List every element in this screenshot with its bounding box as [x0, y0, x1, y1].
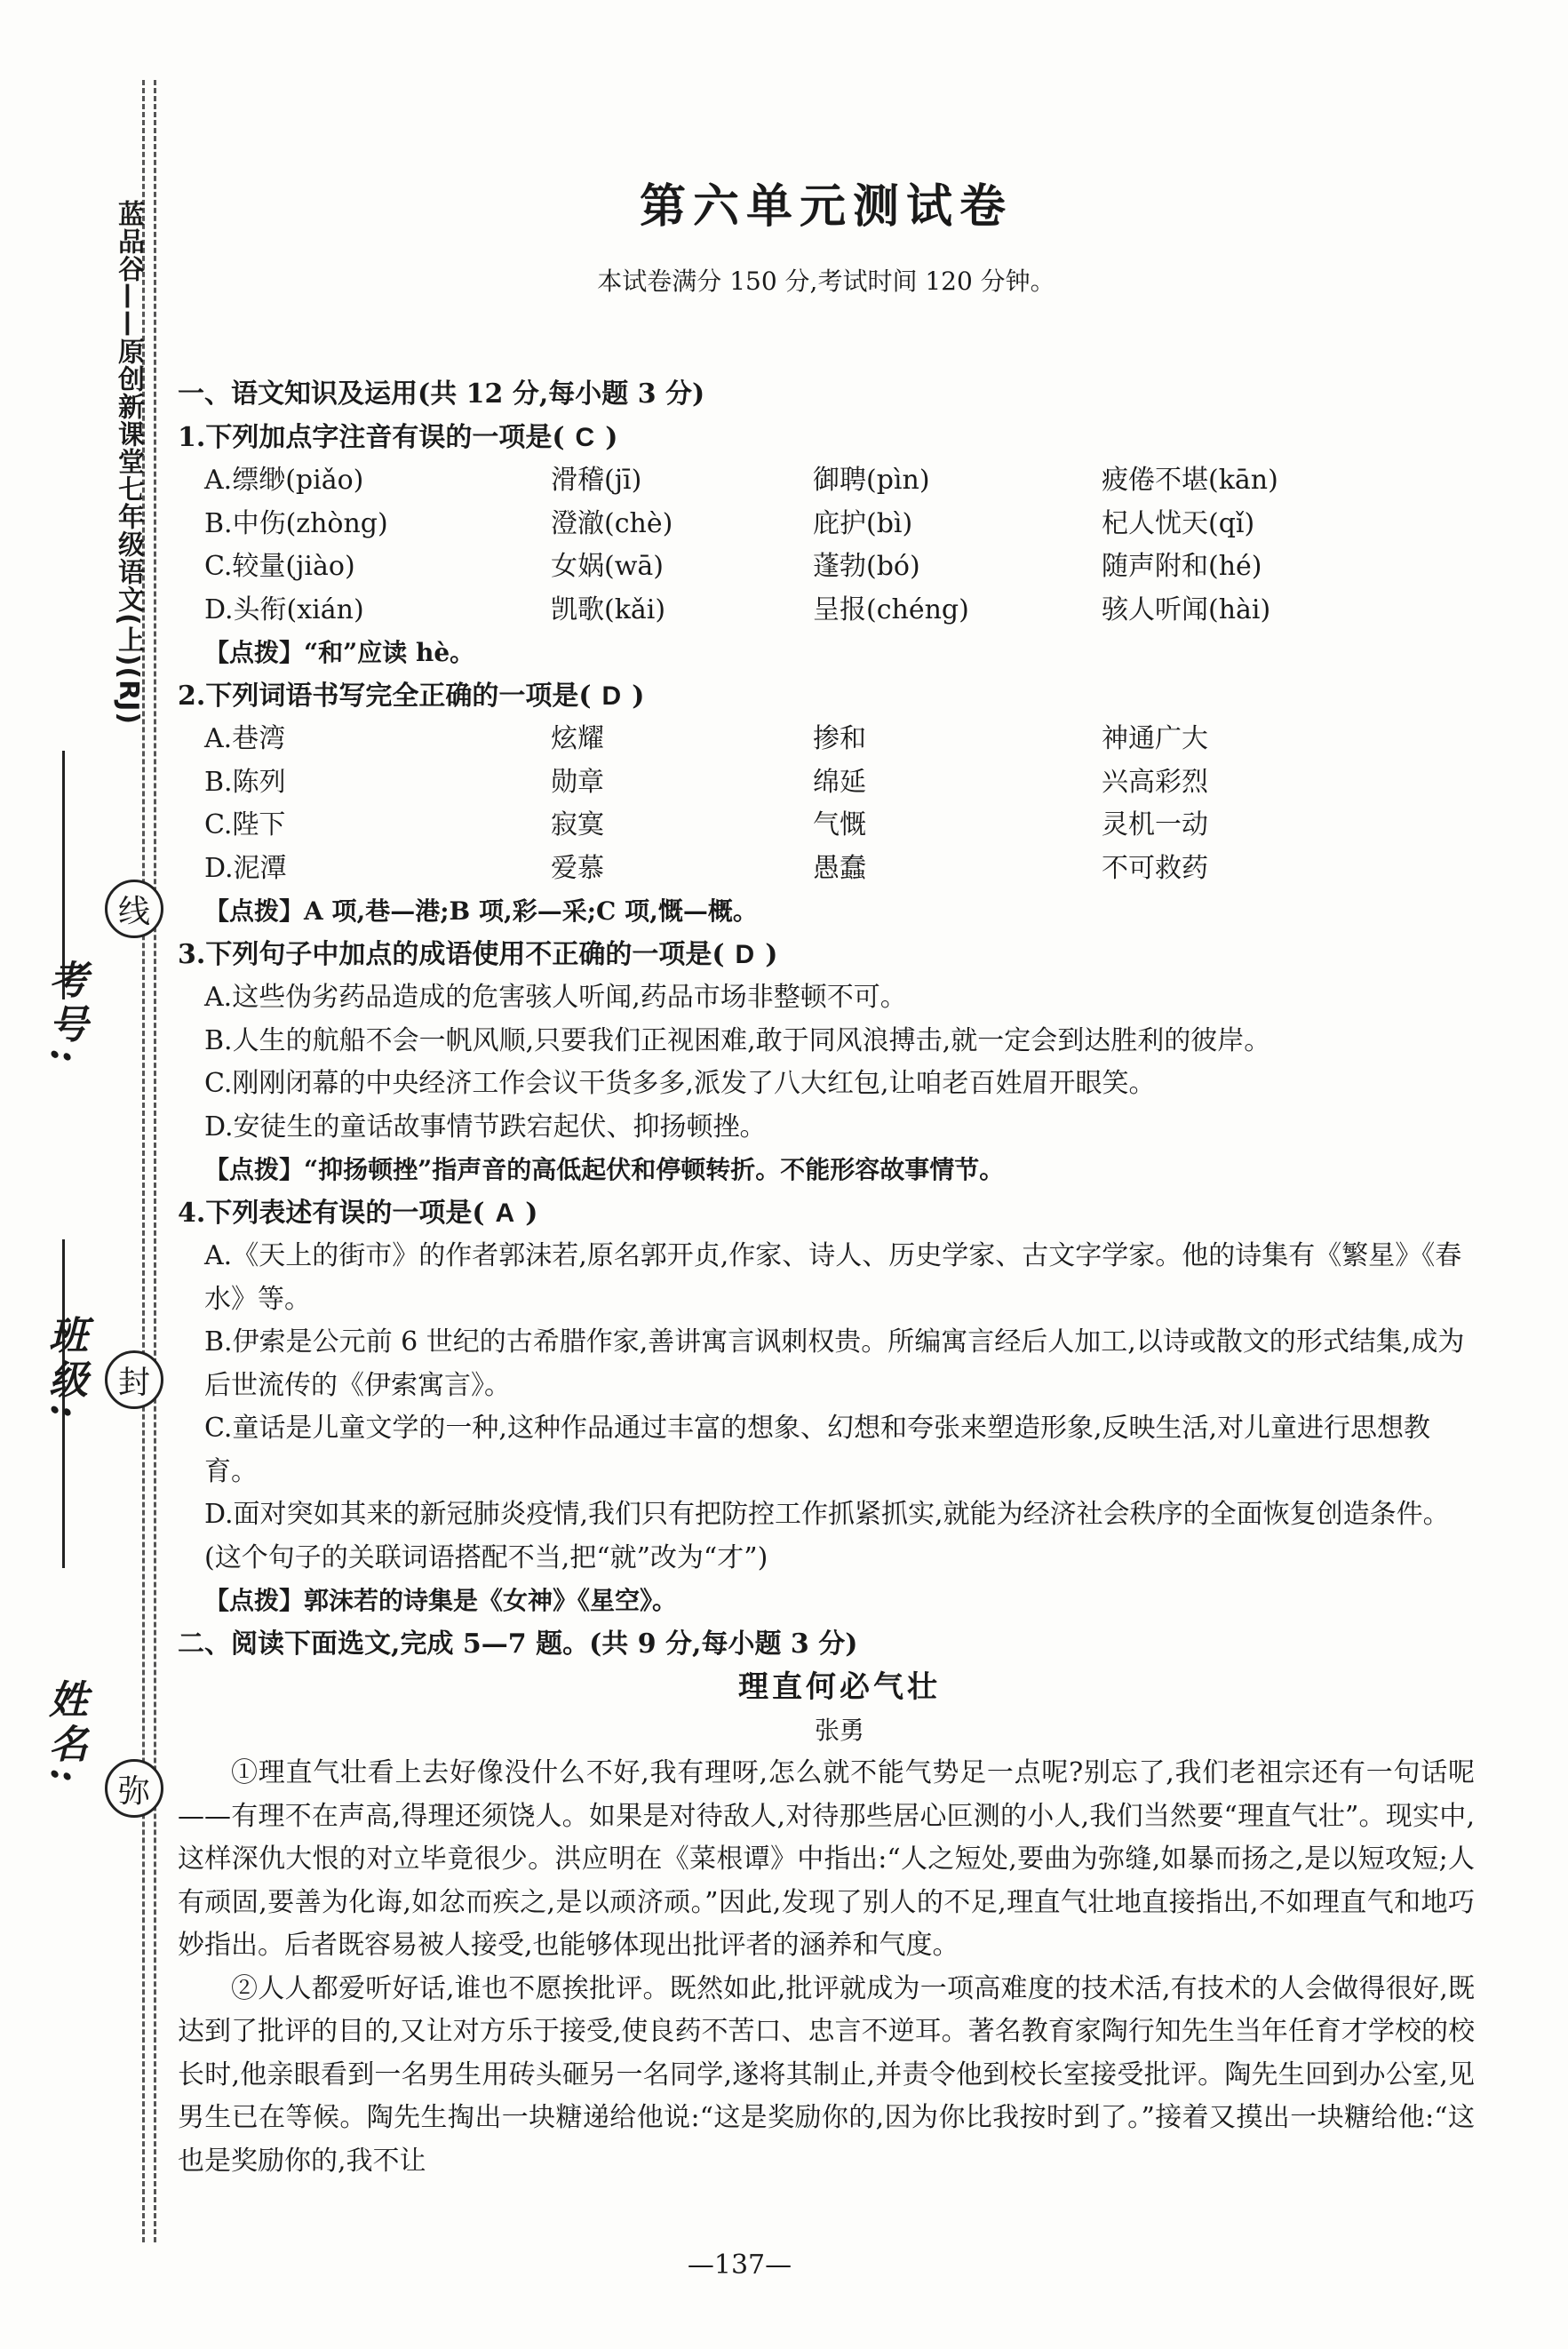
page-number: —137—: [687, 2249, 792, 2281]
question-2: 2.下列词语书写完全正确的一项是( D ): [178, 680, 645, 712]
options-grid: [178, 718, 1475, 890]
option-cell: 凯歌(kǎi): [551, 593, 666, 625]
answer: D: [601, 681, 622, 711]
option-cell: B.中伤(zhòng): [204, 507, 388, 539]
option-cell: 愚蠢: [813, 852, 866, 884]
option-cell: 滑稽(jī): [551, 465, 642, 496]
name-field-label: 姓名:: [42, 1679, 87, 1788]
option-line: C.刚刚闭幕的中央经济工作会议干货多多,派发了八大红包,让咱老百姓眉开眼笑。: [204, 1068, 1156, 1099]
option-cell: 气慨: [813, 809, 866, 840]
option-cell: C.较量(jiào): [204, 551, 355, 582]
option-line: D.面对突如其来的新冠肺炎疫情,我们只有把防控工作抓紧抓实,就能为经济社会秩序的全面恢复创造条件。(这个句子的关联词语搭配不当,把“就”改为“才”): [204, 1499, 1450, 1573]
exam-content: [178, 373, 1475, 2183]
option-cell: D.头衔(xián): [204, 593, 364, 625]
option-cell: 疲倦不堪(kān): [1102, 465, 1278, 496]
section-heading: 一、语文知识及运用(共 12 分,每小题 3 分): [178, 378, 705, 410]
option-cell: 炫耀: [551, 723, 604, 754]
answer: A: [495, 1198, 515, 1228]
article-title: 理直何必气壮: [738, 1669, 941, 1705]
option-line: B.伊索是公元前 6 世纪的古希腊作家,善讲寓言讽刺权贵。所编寓言经后人加工,以诗或散文的形式结集,成为后世流传的《伊索寓言》。: [204, 1326, 1465, 1401]
binding-margin: [0, 0, 204, 2349]
option-cell: 女娲(wā): [551, 551, 664, 582]
question-1: 1.下列加点字注音有误的一项是( C ): [178, 421, 618, 453]
option-cell: C.陛下: [204, 809, 286, 840]
option-cell: 神通广大: [1102, 723, 1208, 754]
section-heading: 二、阅读下面选文,完成 5—7 题。(共 9 分,每小题 3 分): [178, 1628, 858, 1660]
option-line: B.人生的航船不会一帆风顺,只要我们正视困难,敢于同风浪搏击,就一定会到达胜利的彼岸。: [204, 1024, 1271, 1056]
article-author: 张勇: [814, 1715, 864, 1745]
seal-marker-mi: 弥: [105, 1759, 163, 1818]
option-cell: 御聘(pìn): [813, 465, 930, 496]
option-line: C.童话是儿童文学的一种,这种作品通过丰富的想象、幻想和夸张来塑造形象,反映生活,对儿童进行思想教育。: [204, 1413, 1431, 1487]
option-cell: 爱慕: [551, 852, 604, 884]
hint-note: 【点拨】郭沫若的诗集是《女神》《星空》。: [204, 1586, 678, 1615]
option-cell: 澄澈(chè): [551, 507, 673, 539]
option-cell: B.陈列: [204, 766, 286, 798]
question-3: 3.下列句子中加点的成语使用不正确的一项是( D ): [178, 938, 778, 970]
option-cell: A.缥缈(piǎo): [204, 465, 364, 496]
answer: D: [735, 939, 755, 969]
option-cell: 不可救药: [1102, 852, 1208, 884]
series-label: 蓝品谷——原创新课堂七年级语文(上)(RJ): [113, 200, 144, 726]
option-cell: 杞人忧天(qǐ): [1102, 507, 1255, 539]
option-cell: 灵机一动: [1102, 809, 1208, 840]
option-cell: D.泥潭: [204, 852, 287, 884]
option-cell: 骇人听闻(hài): [1102, 593, 1271, 625]
option-line: A.这些伪劣药品造成的危害骇人听闻,药品市场非整顿不可。: [204, 982, 907, 1013]
question-4: 4.下列表述有误的一项是( A ): [178, 1197, 538, 1229]
option-line: D.安徒生的童话故事情节跌宕起伏、抑扬顿挫。: [204, 1111, 767, 1143]
seal-marker-feng: 封: [105, 1350, 163, 1409]
option-cell: 兴高彩烈: [1102, 766, 1208, 798]
hint-note: 【点拨】“抑扬顿挫”指声音的高低起伏和停顿转折。不能形容故事情节。: [204, 1155, 1005, 1184]
hint-note: 【点拨】“和”应读 hè。: [204, 638, 475, 667]
option-cell: 庇护(bì): [813, 507, 913, 539]
option-cell: 蓬勃(bó): [813, 551, 920, 582]
option-cell: 随声附和(hé): [1102, 551, 1262, 582]
class-field-label: 班级:: [42, 1315, 87, 1424]
option-line: A.《天上的街市》的作者郭沫若,原名郭开贞,作家、诗人、历史学家、古文字学家。他的诗集有《繁星》《春水》等。: [204, 1240, 1462, 1315]
option-cell: 呈报(chéng): [813, 593, 969, 625]
dashed-cut-line: [154, 80, 156, 2242]
options-grid: [178, 459, 1475, 632]
option-cell: 绵延: [813, 766, 866, 798]
page-title: 第六单元测试卷: [639, 179, 1013, 234]
article-paragraph: ①理直气壮看上去好像没什么不好,我有理呀,怎么就不能气势足一点呢?别忘了,我们老祖宗还有一句话呢——有理不在声高,得理还须饶人。如果是对待敌人,对待那些居心叵测的小人,我们当然要“理直气壮”。现实中,这样深仇大恨的对立毕竟很少。洪应明在《菜根谭》中指出:“人之短处,要曲为弥缝,如暴而扬之,是以短攻短;人有顽固,要善为化诲,如忿而疾之,是以顽济顽。”因此,发现了别人的不足,理直气壮地直接指出,不如理直气和地巧妙指出。后者既容易被人接受,也能够体现出批评者的涵养和气度。: [178, 1757, 1475, 1961]
option-cell: A.巷湾: [204, 723, 286, 754]
option-cell: 掺和: [813, 723, 866, 754]
exam-instructions: 本试卷满分 150 分,考试时间 120 分钟。: [597, 267, 1055, 296]
answer: C: [575, 422, 595, 452]
seal-marker-xian: 线: [105, 880, 163, 938]
exam-number-field-label: 考号:: [42, 960, 87, 1069]
hint-note: 【点拨】A 项,巷—港;B 项,彩—采;C 项,慨—概。: [204, 896, 758, 926]
option-cell: 勋章: [551, 766, 604, 798]
option-cell: 寂寞: [551, 809, 604, 840]
article-paragraph: ②人人都爱听好话,谁也不愿挨批评。既然如此,批评就成为一项高难度的技术活,有技术的人会做得很好,既达到了批评的目的,又让对方乐于接受,使良药不苦口、忠言不逆耳。著名教育家陶行知先生当年任育才学校的校长时,他亲眼看到一名男生用砖头砸另一名同学,遂将其制止,并责令他到校长室接受批评。陶先生回到办公室,见男生已在等候。陶先生掏出一块糖递给他说:“这是奖励你的,因为你比我按时到了。”接着又摸出一块糖给他:“这也是奖励你的,我不让: [178, 1972, 1475, 2177]
